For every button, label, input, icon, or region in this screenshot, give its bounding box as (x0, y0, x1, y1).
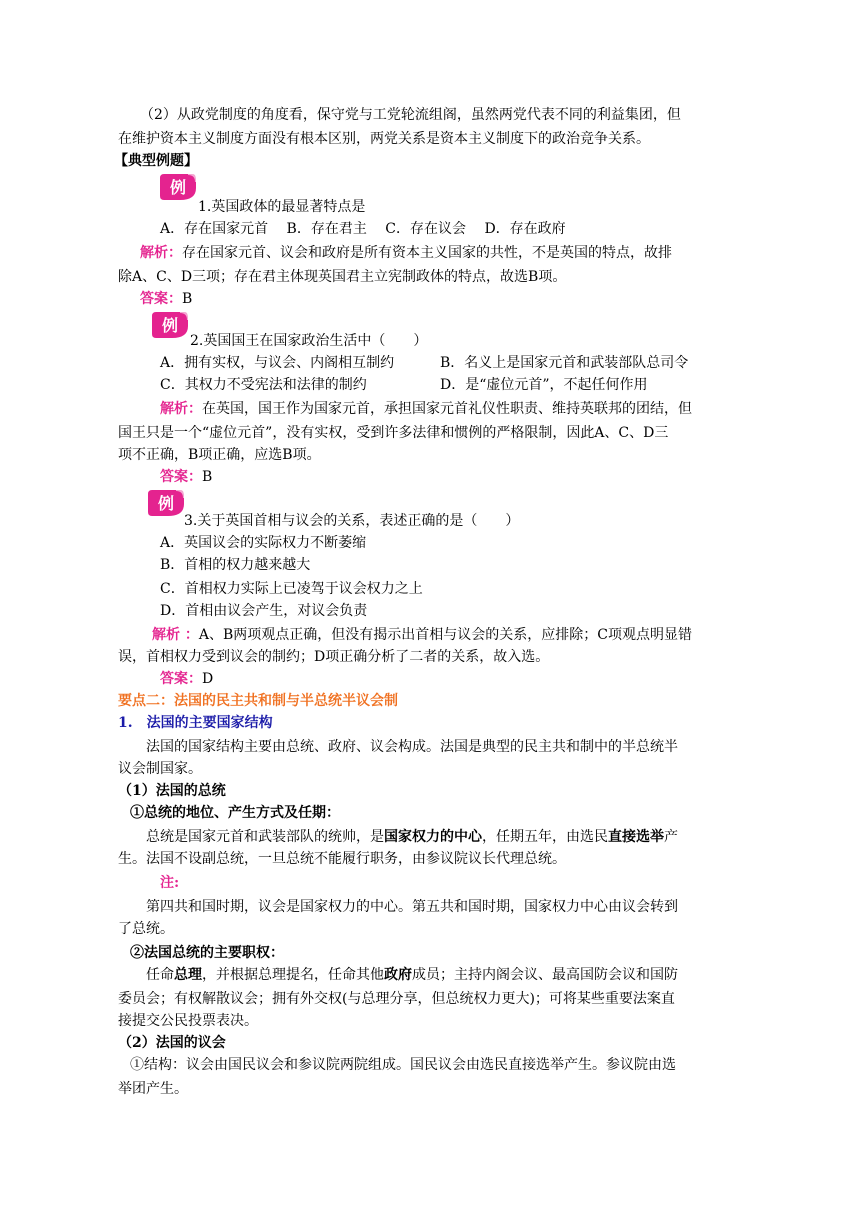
example-3-option-d: D．首相由议会产生，对议会负责 (160, 603, 368, 619)
item-president-status: ①总统的地位、产生方式及任期： (130, 805, 340, 821)
answer-label: 答案： (160, 671, 202, 687)
answer-label: 答案： (140, 291, 182, 307)
para-1-line-1: 法国的国家结构主要由总统、政府、议会构成。法国是典型的民主共和制中的半总统半 (146, 739, 678, 755)
example-2-analysis-line-1: 解析：在英国，国王作为国家元首，承担国家元首礼仪性职责、维持英联邦的团结，但 (160, 401, 692, 417)
para-3-line-2: 委员会；有权解散议会；拥有外交权(与总理分享，但总统权力更大)；可将某些重要法案直 (118, 991, 675, 1007)
note-line-1: 第四共和国时期，议会是国家权力的中心。第五共和国时期，国家权力中心由议会转到 (146, 899, 678, 915)
intro-line-1: （2）从政党制度的角度看，保守党与工党轮流组阁，虽然两党代表不同的利益集团，但 (140, 107, 681, 123)
analysis-label: 解析： (160, 401, 202, 417)
typical-examples-heading: 【典型例题】 (114, 153, 198, 169)
example-2-option-a: A．拥有实权，与议会、内阁相互制约 (160, 355, 395, 371)
example-1-answer: 答案：B (140, 291, 193, 307)
para-4-line-1: ①结构：议会由国民议会和参议院两院组成。国民议会由选民直接选举产生。参议院由选 (130, 1057, 676, 1073)
example-1-analysis-line-1: 解析：存在国家元首、议会和政府是所有资本主义国家的共性，不是英国的特点，故排 (140, 245, 672, 261)
note-label: 注: (160, 875, 180, 891)
para-2-line-2: 生。法国不设副总统，一旦总统不能履行职务，由参议院议长代理总统。 (118, 851, 566, 867)
para-2-line-1: 总统是国家元首和武装部队的统帅，是国家权力的中心，任期五年，由选民直接选举产 (146, 829, 678, 845)
svg-text:例: 例 (169, 178, 187, 197)
svg-text:例: 例 (161, 316, 179, 335)
example-3-analysis-line-2: 误，首相权力受到议会的制约；D项正确分析了二者的关系，故入选。 (118, 649, 550, 665)
example-3-option-b: B．首相的权力越来越大 (160, 557, 311, 573)
example-2-option-b: B．名义上是国家元首和武装部队总司令 (440, 355, 689, 371)
answer-label: 答案： (160, 469, 202, 485)
analysis-label: 解析： (140, 245, 182, 261)
example-2-option-d: D．是“虚位元首”，不起任何作用 (440, 377, 648, 393)
example-3-option-c: C．首相权力实际上已凌驾于议会权力之上 (160, 581, 423, 597)
example-1-options: A．存在国家元首 B．存在君主 C．存在议会 D．存在政府 (160, 221, 566, 237)
intro-line-2: 在维护资本主义制度方面没有根本区别，两党关系是资本主义制度下的政治竞争关系。 (118, 131, 650, 147)
subsection-president: （1）法国的总统 (118, 783, 226, 799)
item-president-powers: ②法国总统的主要职权： (130, 945, 284, 961)
example-1-analysis-line-2: 除A、C、D三项；存在君主体现英国君主立宪制政体的特点，故选B项。 (118, 269, 567, 285)
example-badge-icon (150, 310, 190, 340)
analysis-label: 解析 ： (152, 627, 199, 643)
note-line-2: 了总统。 (118, 921, 174, 937)
para-1-line-2: 议会制国家。 (118, 761, 202, 777)
example-badge-icon (158, 172, 198, 202)
subsection-parliament: （2）法国的议会 (118, 1035, 226, 1051)
example-3-analysis-line-1: 解析 ：A、B两项观点正确，但没有揭示出首相与议会的关系，应排除；C项观点明显错 (152, 627, 692, 643)
example-badge-icon (146, 488, 186, 518)
example-2-option-c: C．其权力不受宪法和法律的制约 (160, 377, 367, 393)
example-3-question: 3.关于英国首相与议会的关系，表述正确的是（ ） (184, 513, 520, 529)
example-2-analysis-line-2: 国王只是一个“虚位元首”，没有实权，受到许多法律和惯例的严格限制，因此A、C、D三 (118, 425, 669, 441)
para-4-line-2: 举团产生。 (118, 1081, 188, 1097)
point-2-heading: 要点二：法国的民主共和制与半总统半议会制 (118, 693, 398, 709)
example-1-question: 1.英国政体的最显著特点是 (198, 199, 366, 215)
para-3-line-1: 任命总理，并根据总理提名，任命其他政府成员；主持内阁会议、最高国防会议和国防 (146, 967, 678, 983)
example-2-answer: 答案：B (160, 469, 213, 485)
section-1-heading: 1. 法国的主要国家结构 (118, 715, 273, 731)
para-3-line-3: 接提交公民投票表决。 (118, 1013, 258, 1029)
example-3-answer: 答案：D (160, 671, 214, 687)
example-2-analysis-line-3: 项不正确，B项正确，应选B项。 (118, 447, 321, 463)
example-2-question: 2.英国国王在国家政治生活中（ ） (190, 333, 428, 349)
svg-text:例: 例 (157, 494, 175, 513)
example-3-option-a: A．英国议会的实际权力不断萎缩 (160, 535, 367, 551)
